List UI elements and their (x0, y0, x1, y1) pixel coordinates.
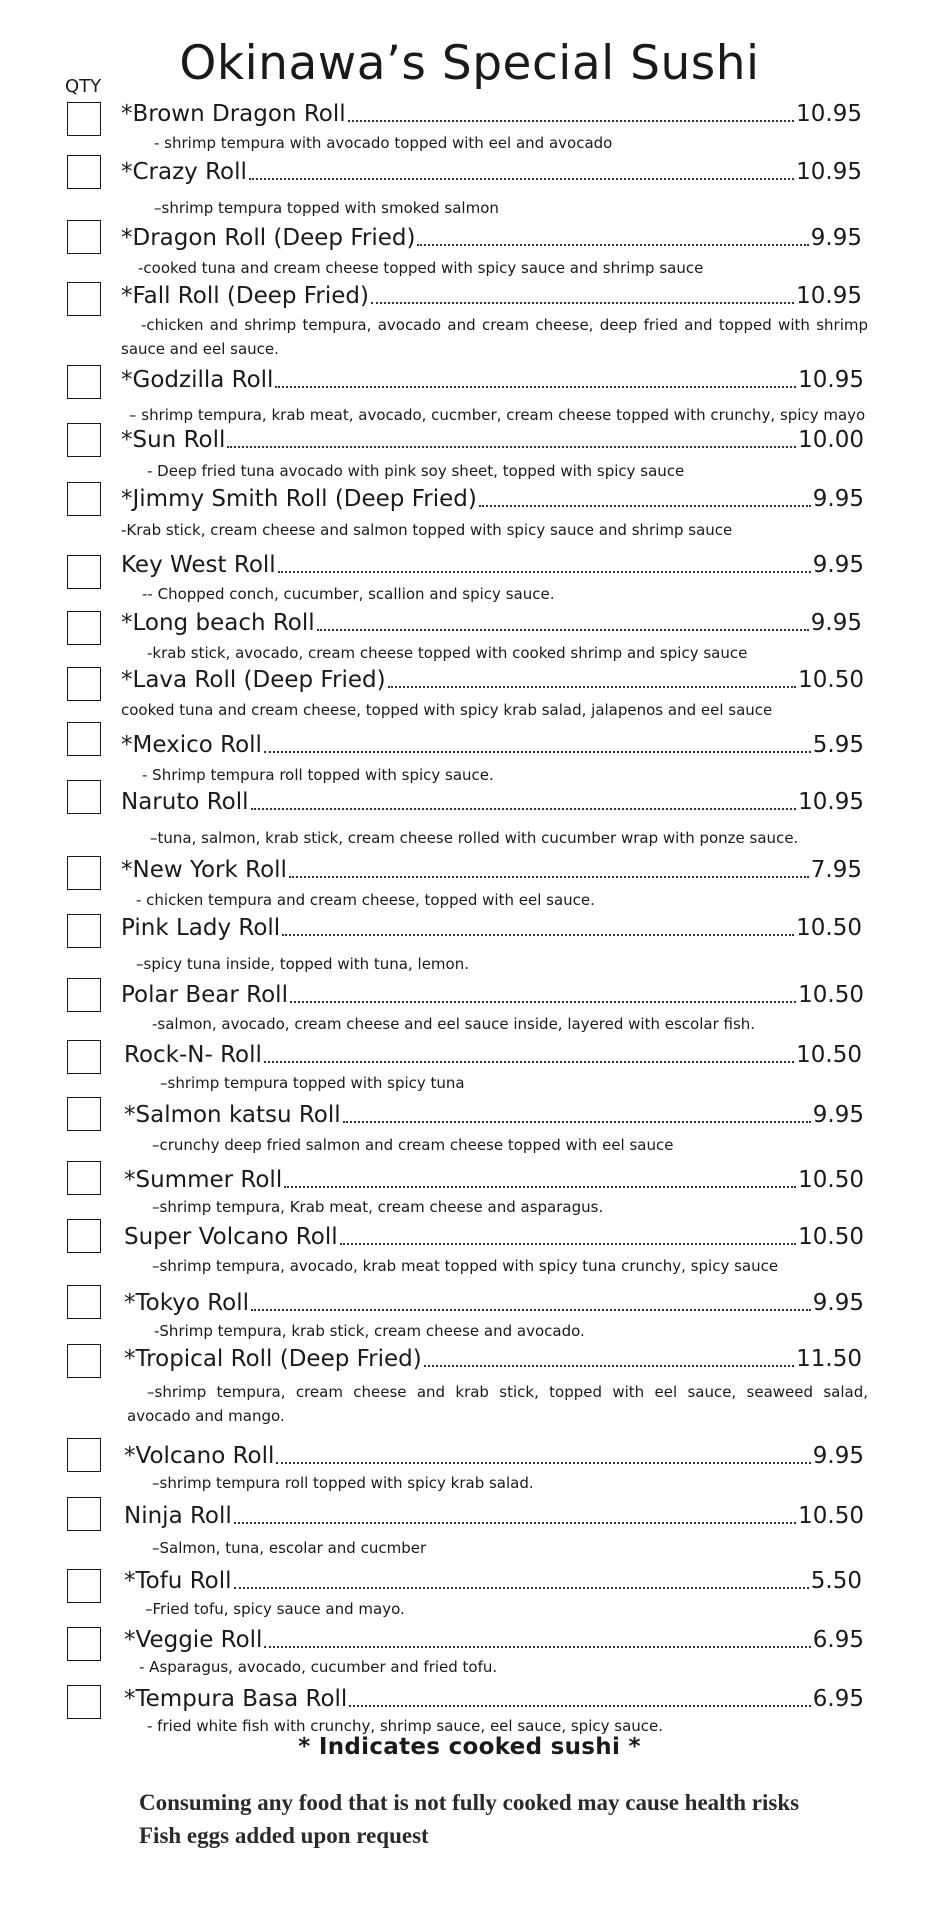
dot-leader (317, 629, 809, 631)
qty-checkbox[interactable] (67, 555, 101, 589)
menu-item-price: 10.50 (796, 915, 862, 941)
dot-leader (278, 571, 811, 573)
menu-item-row (121, 664, 864, 694)
qty-checkbox[interactable] (67, 1627, 101, 1661)
menu-item-row (121, 424, 864, 454)
menu-item-description: -Shrimp tempura, krab stick, cream cheese and avocado. (154, 1322, 585, 1340)
menu-item-description: -krab stick, avocado, cream cheese topped with cooked shrimp and spicy sauce (147, 644, 748, 662)
dot-leader (371, 302, 794, 304)
dot-leader (234, 1522, 796, 1524)
qty-checkbox[interactable] (67, 1219, 101, 1253)
menu-item-description: –shrimp tempura, cream cheese and krab stick, topped with eel sauce, seaweed salad, avocado and mango. (127, 1383, 868, 1425)
qty-checkbox[interactable] (67, 282, 101, 316)
menu-item-row (124, 1287, 864, 1317)
menu-item-price: 10.00 (798, 427, 864, 453)
menu-item-price: 10.50 (798, 982, 864, 1008)
dot-leader (284, 1186, 796, 1188)
qty-checkbox[interactable] (67, 1344, 101, 1378)
menu-item-name: *New York Roll (121, 857, 287, 883)
menu-item-name: *Tempura Basa Roll (124, 1686, 348, 1712)
menu-item-price: 9.95 (812, 1102, 864, 1128)
menu-item-row (121, 786, 864, 816)
menu-item-price: 5.50 (810, 1568, 862, 1594)
menu-item-description: –Fried tofu, spicy sauce and mayo. (145, 1600, 405, 1618)
qty-checkbox[interactable] (67, 914, 101, 948)
dot-leader (348, 120, 795, 122)
menu-item-description: - chicken tempura and cream cheese, topped with eel sauce. (136, 891, 595, 909)
menu-item-row (121, 364, 864, 394)
menu-item-price: 11.50 (796, 1346, 862, 1372)
menu-item-row (124, 1343, 862, 1373)
dot-leader (289, 876, 809, 878)
menu-item-name: *Crazy Roll (121, 159, 247, 185)
menu-item-row (121, 729, 864, 759)
menu-item-description: - Asparagus, avocado, cucumber and fried tofu. (139, 1658, 498, 1676)
menu-item-price: 10.95 (796, 283, 862, 309)
dot-leader (479, 505, 811, 507)
menu-item-price: 6.95 (812, 1627, 864, 1653)
menu-item-name: *Long beach Roll (121, 610, 315, 636)
menu-item-name: Key West Roll (121, 552, 276, 578)
menu-item-description: - fried white fish with crunchy, shrimp sauce, eel sauce, spicy sauce. (147, 1717, 664, 1735)
menu-item-description: –tuna, salmon, krab stick, cream cheese rolled with cucumber wrap with ponze sauce. (150, 829, 799, 847)
qty-checkbox[interactable] (67, 1569, 101, 1603)
menu-item-row (121, 549, 864, 579)
menu-item-description: –shrimp tempura topped with smoked salmon (154, 199, 499, 217)
menu-item-price: 9.95 (812, 552, 864, 578)
menu-item-row (124, 1099, 864, 1129)
menu-item-name: *Brown Dragon Roll (121, 101, 346, 127)
menu-item-price: 10.95 (796, 101, 862, 127)
qty-checkbox[interactable] (67, 611, 101, 645)
menu-item-name: *Lava Roll (Deep Fried) (121, 667, 386, 693)
menu-item-price: 10.95 (798, 367, 864, 393)
menu-item-price: 5.95 (812, 732, 864, 758)
qty-checkbox[interactable] (67, 667, 101, 701)
menu-item-price: 9.95 (812, 1290, 864, 1316)
menu-item-price: 9.95 (812, 1443, 864, 1469)
menu-item-description: – shrimp tempura, krab meat, avocado, cucmber, cream cheese topped with crunchy, spicy mayo (129, 406, 866, 424)
menu-item-description: –shrimp tempura, Krab meat, cream cheese and asparagus. (152, 1198, 604, 1216)
menu-item-description: –spicy tuna inside, topped with tuna, lemon. (136, 955, 469, 973)
menu-item-description: –shrimp tempura, avocado, krab meat topped with spicy tuna crunchy, spicy sauce (152, 1257, 779, 1275)
dot-leader (251, 808, 797, 810)
menu-item-row (124, 1565, 862, 1595)
qty-checkbox[interactable] (67, 220, 101, 254)
menu-item-row (124, 1221, 864, 1251)
menu-item-name: *Tokyo Roll (124, 1290, 250, 1316)
menu-item-row (121, 222, 862, 252)
qty-checkbox[interactable] (67, 978, 101, 1012)
menu-item-name: Polar Bear Roll (121, 982, 288, 1008)
health-warning: Consuming any food that is not fully cooked may cause health risks (139, 1790, 800, 1815)
menu-item-description: -salmon, avocado, cream cheese and eel sauce inside, layered with escolar fish. (152, 1015, 756, 1033)
menu-item-name: *Tropical Roll (Deep Fried) (124, 1346, 422, 1372)
dot-leader (417, 244, 808, 246)
qty-checkbox[interactable] (67, 1438, 101, 1472)
menu-item-description: –Salmon, tuna, escolar and cucmber (152, 1539, 427, 1557)
menu-item-description: –crunchy deep fried salmon and cream cheese topped with eel sauce (152, 1136, 674, 1154)
menu-item-name: *Jimmy Smith Roll (Deep Fried) (121, 486, 477, 512)
menu-item-row (124, 1683, 864, 1713)
menu-item-price: 10.50 (798, 1224, 864, 1250)
menu-item-name: *Salmon katsu Roll (124, 1102, 341, 1128)
menu-item-name: Rock-N- Roll (124, 1042, 262, 1068)
qty-checkbox[interactable] (67, 1685, 101, 1719)
menu-item-name: Naruto Roll (121, 789, 249, 815)
menu-item-description: cooked tuna and cream cheese, topped with spicy krab salad, jalapenos and eel sauce (121, 701, 773, 719)
qty-checkbox[interactable] (67, 365, 101, 399)
menu-item-description: –shrimp tempura roll topped with spicy krab salad. (152, 1474, 534, 1492)
dot-leader (227, 446, 796, 448)
menu-item-row (121, 483, 864, 513)
menu-item-row (124, 1440, 864, 1470)
menu-item-row (124, 1164, 864, 1194)
dot-leader (276, 1462, 810, 1464)
dot-leader (275, 386, 796, 388)
qty-checkbox[interactable] (67, 1285, 101, 1319)
qty-checkbox[interactable] (67, 1497, 101, 1531)
qty-label: QTY (65, 76, 102, 97)
qty-checkbox[interactable] (67, 482, 101, 516)
menu-item-name: *Veggie Roll (124, 1627, 263, 1653)
menu-item-name: Ninja Roll (124, 1503, 232, 1529)
qty-checkbox[interactable] (67, 423, 101, 457)
menu-item-name: *Volcano Roll (124, 1443, 275, 1469)
menu-item-description: –shrimp tempura topped with spicy tuna (160, 1074, 465, 1092)
cooked-note: * Indicates cooked sushi * (298, 1734, 641, 1760)
menu-item-name: *Godzilla Roll (121, 367, 274, 393)
menu-item-price: 10.50 (796, 1042, 862, 1068)
menu-item-name: Super Volcano Roll (124, 1224, 338, 1250)
menu-item-description: - shrimp tempura with avocado topped with eel and avocado (154, 134, 613, 152)
menu-item-price: 6.95 (812, 1686, 864, 1712)
menu-item-name: *Dragon Roll (Deep Fried) (121, 225, 416, 251)
menu-item-price: 9.95 (810, 225, 862, 251)
menu-item-price: 10.50 (798, 1167, 864, 1193)
menu-item-description: -cooked tuna and cream cheese topped with spicy sauce and shrimp sauce (138, 259, 704, 277)
menu-item-row (124, 1624, 864, 1654)
menu-item-name: *Fall Roll (Deep Fried) (121, 283, 369, 309)
dot-leader (424, 1365, 794, 1367)
menu-item-row (121, 607, 862, 637)
menu-item-row (124, 1039, 862, 1069)
menu-item-row (121, 979, 864, 1009)
menu-item-row (121, 912, 862, 942)
dot-leader (282, 934, 794, 936)
qty-checkbox[interactable] (67, 1097, 101, 1131)
fish-eggs-note: Fish eggs added upon request (139, 1823, 429, 1848)
menu-item-description: -chicken and shrimp tempura, avocado and cream cheese, deep fried and topped with shrimp sauce and eel sauce. (121, 316, 868, 358)
menu-item-name: *Mexico Roll (121, 732, 262, 758)
menu-item-row (121, 156, 862, 186)
dot-leader (234, 1587, 809, 1589)
dot-leader (343, 1121, 811, 1123)
menu-item-description: - Shrimp tempura roll topped with spicy sauce. (142, 766, 494, 784)
menu-item-name: *Sun Roll (121, 427, 226, 453)
dot-leader (340, 1243, 797, 1245)
dot-leader (264, 751, 811, 753)
menu-item-price: 10.50 (798, 1503, 864, 1529)
qty-checkbox[interactable] (67, 856, 101, 890)
qty-checkbox[interactable] (67, 780, 101, 814)
dot-leader (251, 1309, 811, 1311)
menu-item-price: 10.95 (798, 789, 864, 815)
menu-item-row (121, 854, 862, 884)
menu-item-price: 10.50 (798, 667, 864, 693)
menu-item-row (121, 280, 862, 310)
menu-item-price: 9.95 (812, 486, 864, 512)
menu-item-description: - Deep fried tuna avocado with pink soy sheet, topped with spicy sauce (147, 462, 685, 480)
menu-item-price: 10.95 (796, 159, 862, 185)
menu-item-row (124, 1500, 864, 1530)
qty-checkbox[interactable] (67, 155, 101, 189)
menu-item-price: 9.95 (810, 610, 862, 636)
dot-leader (349, 1705, 810, 1707)
dot-leader (264, 1646, 810, 1648)
dot-leader (290, 1001, 796, 1003)
dot-leader (388, 686, 797, 688)
qty-checkbox[interactable] (67, 722, 101, 756)
menu-item-description: -- Chopped conch, cucumber, scallion and spicy sauce. (142, 585, 555, 603)
dot-leader (249, 178, 794, 180)
qty-checkbox[interactable] (67, 1040, 101, 1074)
menu-item-price: 7.95 (810, 857, 862, 883)
menu-item-name: *Summer Roll (124, 1167, 283, 1193)
menu-item-description: -Krab stick, cream cheese and salmon topped with spicy sauce and shrimp sauce (121, 521, 733, 539)
dot-leader (264, 1061, 794, 1063)
qty-checkbox[interactable] (67, 1161, 101, 1195)
menu-item-name: *Tofu Roll (124, 1568, 232, 1594)
qty-checkbox[interactable] (67, 102, 101, 136)
page-title: Okinawa’s Special Sushi (179, 36, 760, 91)
menu-item-name: Pink Lady Roll (121, 915, 281, 941)
menu-item-row (121, 98, 862, 128)
